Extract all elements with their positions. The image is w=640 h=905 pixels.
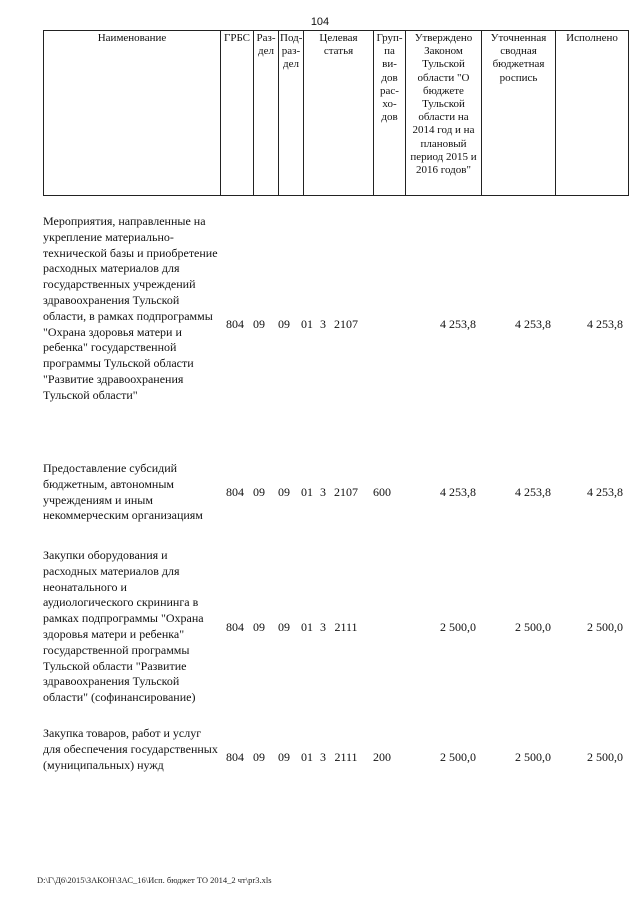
- row-podrazdel: 09: [278, 750, 290, 764]
- row-razdel: 09: [253, 485, 265, 499]
- row-target-program: 01: [301, 317, 313, 331]
- row-target-code: 2111: [334, 750, 358, 764]
- row-razdel: 09: [253, 620, 265, 634]
- row-executed: 4 253,8: [587, 485, 623, 499]
- row-vid: 200: [373, 750, 391, 764]
- header-executed: Исполнено: [556, 31, 629, 196]
- row-podrazdel: 09: [278, 485, 290, 499]
- table-row: [43, 461, 628, 525]
- row-target-program: 01: [301, 485, 313, 499]
- row-target-code: 2107: [334, 485, 358, 499]
- row-razdel: 09: [253, 317, 265, 331]
- row-specified: 2 500,0: [515, 750, 551, 764]
- page-number: 104: [310, 16, 330, 28]
- header-approved: Утверждено Законом Тульской области "О бюджете Тульской области на 2014 год и на плановый период 2015 и 2016 годов": [406, 31, 482, 196]
- row-name: Мероприятия, направленные на укрепление материально-технической базы и приобретение расходных материалов для государственных учреждений здравоохранения Тульской области, в рамках подпрограммы "Охрана здоровья матери и ребенка" государственной программы Тульской области "Развитие здравоохранения Тульской области": [43, 214, 218, 402]
- row-name: Закупки оборудования и расходных материалов для неонатального и аудиологического скрининга в рамках подпрограммы "Охрана здоровья матери и ребенка" государственной программы Тульской области "Развитие здравоохранения Тульской области" (софинансирование): [43, 548, 204, 705]
- header-grbs: ГРБС: [221, 31, 254, 196]
- row-grbs: 804: [226, 485, 244, 499]
- header-vid: Груп- па ви- дов рас- хо- дов: [374, 31, 406, 196]
- row-podrazdel: 09: [278, 317, 290, 331]
- row-approved: 2 500,0: [440, 750, 476, 764]
- table-row: [43, 214, 628, 434]
- row-approved: 4 253,8: [440, 317, 476, 331]
- file-path-footer: D:\Г\Д6\2015\ЗАКОН\ЗАС_16\Исп. бюджет ТО 2014_2 чт\pr3.xls: [37, 875, 272, 885]
- row-target-subprogram: 3: [320, 750, 326, 764]
- table-row: [43, 548, 628, 708]
- row-approved: 2 500,0: [440, 620, 476, 634]
- row-razdel: 09: [253, 750, 265, 764]
- row-specified: 2 500,0: [515, 620, 551, 634]
- row-executed: 2 500,0: [587, 750, 623, 764]
- row-grbs: 804: [226, 620, 244, 634]
- header-name: Наименование: [44, 31, 221, 196]
- row-podrazdel: 09: [278, 620, 290, 634]
- header-specified: Уточненная сводная бюджетная роспись: [482, 31, 556, 196]
- header-podrazdel: Под- раз- дел: [279, 31, 304, 196]
- header-target: Целевая статья: [304, 31, 374, 196]
- row-vid: 600: [373, 485, 391, 499]
- header-razdel: Раз- дел: [254, 31, 279, 196]
- row-executed: 4 253,8: [587, 317, 623, 331]
- row-name: Закупка товаров, работ и услуг для обеспечения государственных (муниципальных) нужд: [43, 726, 218, 772]
- row-grbs: 804: [226, 750, 244, 764]
- row-target-code: 2107: [334, 317, 358, 331]
- row-target-program: 01: [301, 750, 313, 764]
- row-grbs: 804: [226, 317, 244, 331]
- row-executed: 2 500,0: [587, 620, 623, 634]
- row-target-subprogram: 3: [320, 485, 326, 499]
- row-specified: 4 253,8: [515, 317, 551, 331]
- table-row: [43, 726, 628, 790]
- row-target-code: 2111: [334, 620, 358, 634]
- row-target-program: 01: [301, 620, 313, 634]
- table-header: [43, 30, 629, 196]
- row-specified: 4 253,8: [515, 485, 551, 499]
- row-approved: 4 253,8: [440, 485, 476, 499]
- row-target-subprogram: 3: [320, 317, 326, 331]
- row-name: Предоставление субсидий бюджетным, автономным учреждениям и иным некоммерческим организациям: [43, 461, 203, 523]
- row-target-subprogram: 3: [320, 620, 326, 634]
